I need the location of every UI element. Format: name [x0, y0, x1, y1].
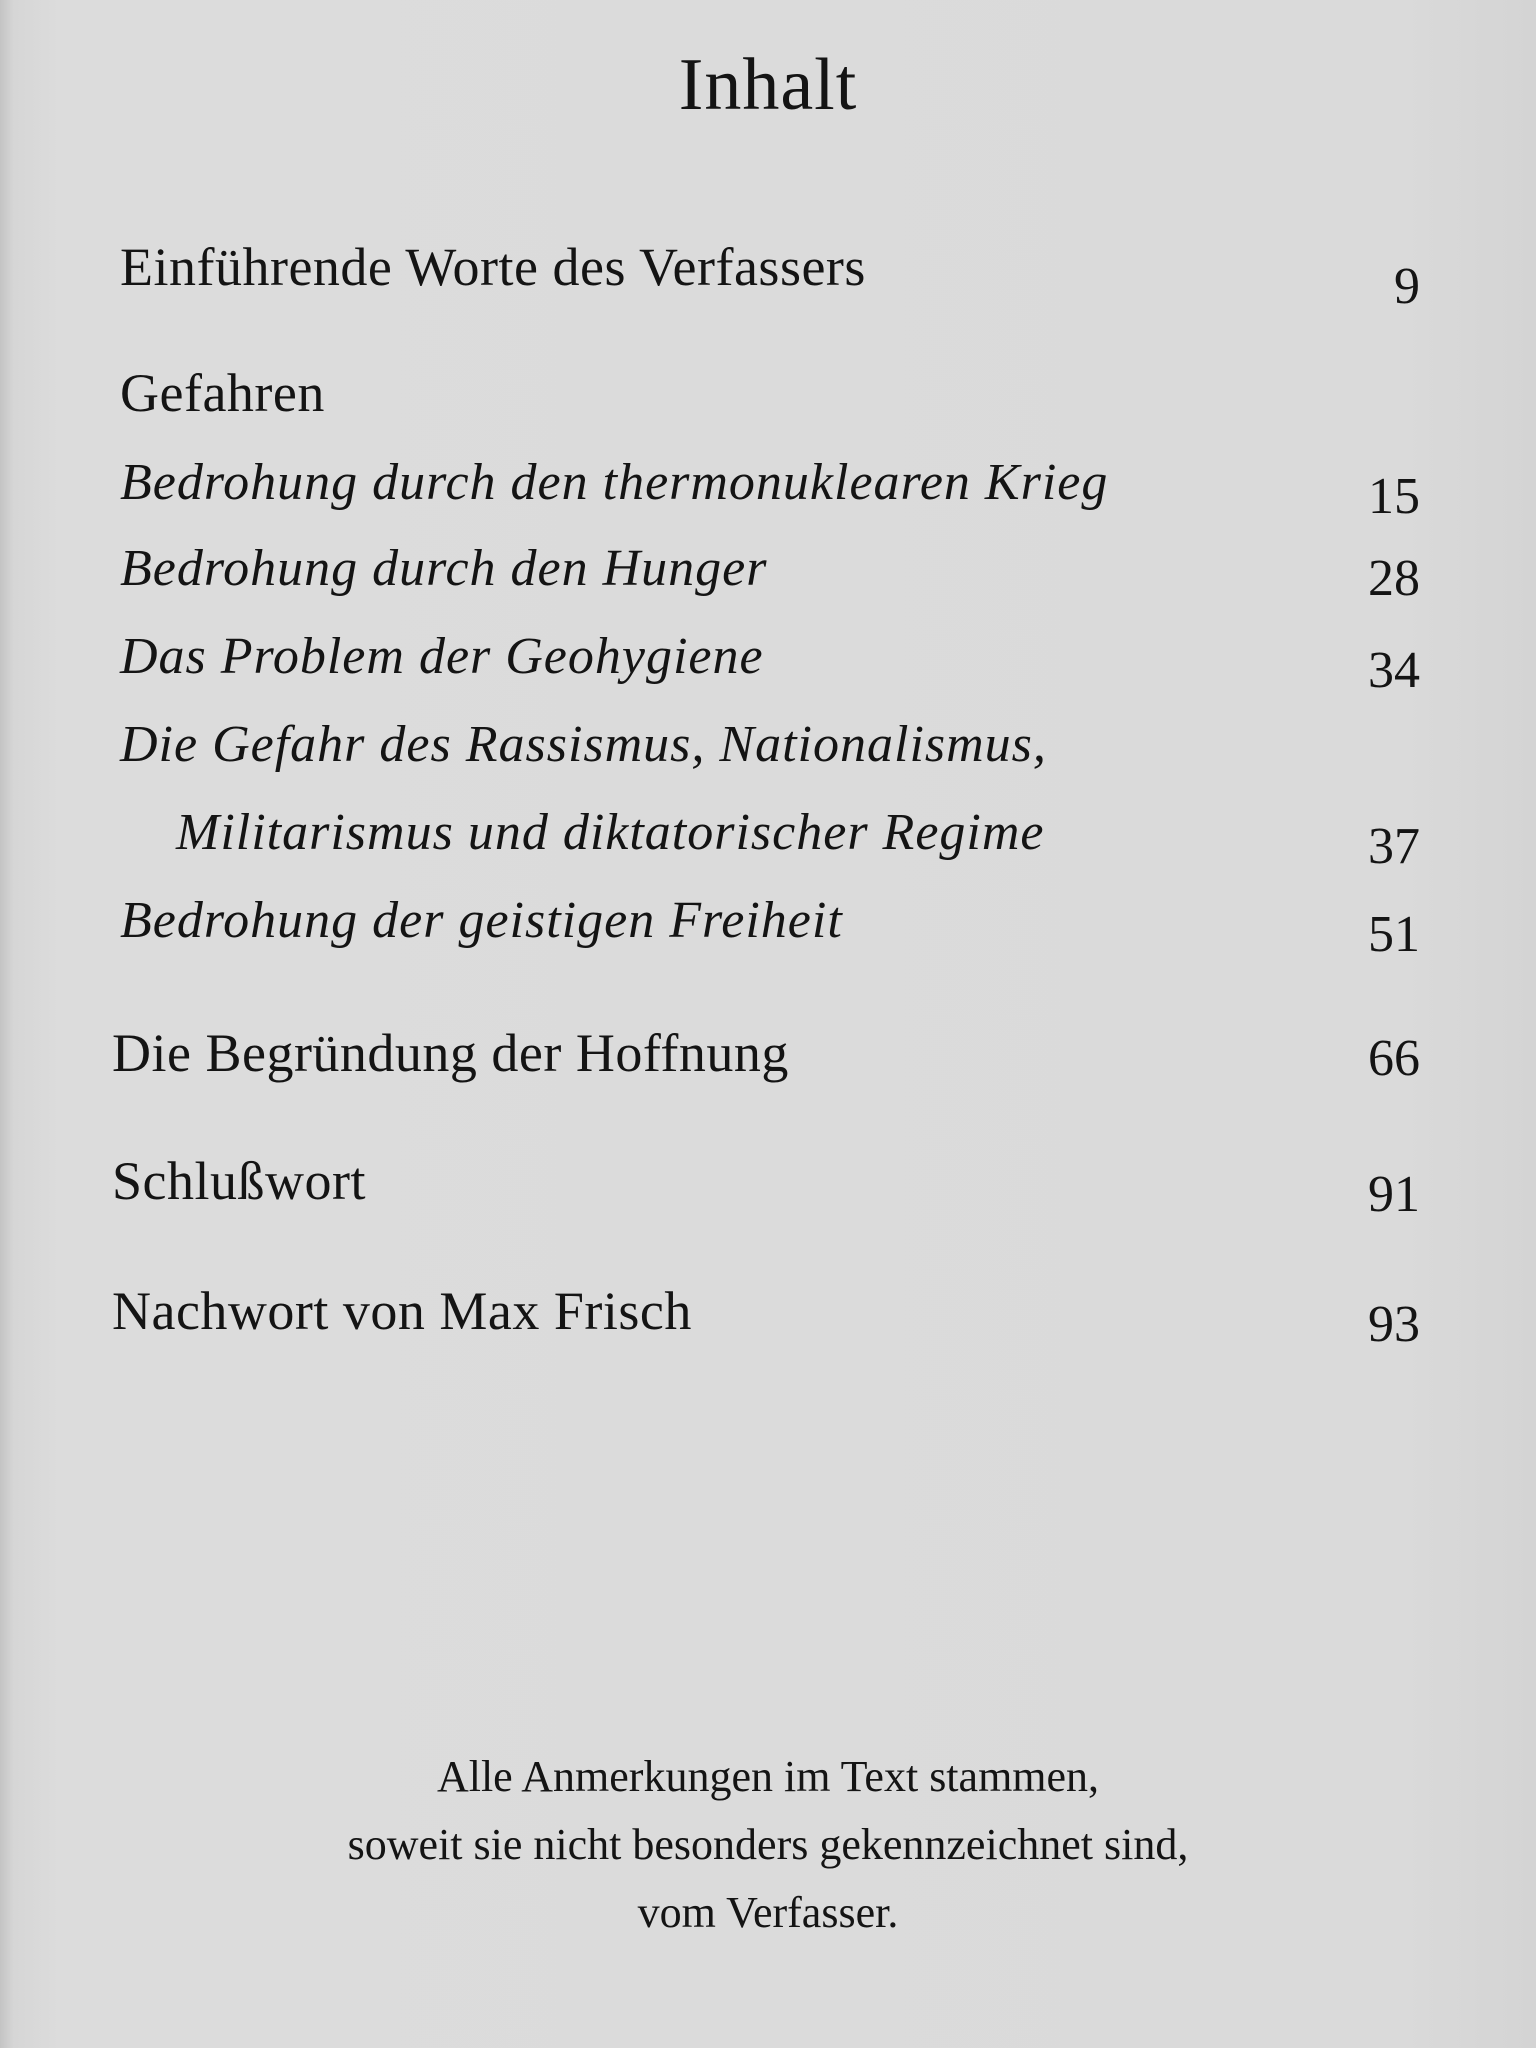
toc-entry-page: 37	[1368, 818, 1420, 875]
toc-entry-title: Militarismus und diktatorischer Regime	[176, 804, 1045, 861]
toc-entry-page: 9	[1394, 258, 1420, 315]
toc-entry-title: Bedrohung der geistigen Freiheit	[120, 892, 843, 949]
toc-entry	[0, 448, 1536, 525]
toc-entry	[0, 534, 1536, 607]
toc-entry	[0, 886, 1536, 963]
toc-entry	[0, 710, 1536, 780]
toc-entry-title: Die Gefahr des Rassismus, Nationalismus,	[120, 716, 1047, 773]
toc-entry-title: Bedrohung durch den Hunger	[120, 540, 768, 597]
toc-entry-page: 66	[1368, 1030, 1420, 1087]
page-title: Inhalt	[678, 44, 858, 126]
toc-entry-page: 28	[1368, 550, 1420, 607]
toc-entry-title: Bedrohung durch den thermonuklearen Krieg	[120, 454, 1109, 511]
toc-entry-title: Nachwort von Max Frisch	[112, 1281, 692, 1341]
footnote-line: Alle Anmerkungen im Text stammen,	[436, 1752, 1100, 1801]
toc-entry-title: Einführende Worte des Verfassers	[120, 237, 866, 297]
toc-entry-title: Die Begründung der Hoffnung	[112, 1023, 789, 1083]
footnote-line: soweit sie nicht besonders gekennzeichnet sind,	[347, 1820, 1189, 1869]
toc-entry-page: 93	[1368, 1296, 1420, 1353]
toc-entry-page: 51	[1368, 906, 1420, 963]
toc-entry	[0, 622, 1536, 699]
toc-section-heading	[0, 358, 1536, 428]
toc-entry-page: 15	[1368, 468, 1420, 525]
toc-entry-title: Gefahren	[120, 363, 325, 423]
toc-entry-title: Das Problem der Geohygiene	[120, 628, 764, 685]
toc-entry	[0, 1018, 1536, 1088]
toc-entry-title: Schlußwort	[112, 1151, 366, 1211]
footnote-line: vom Verfasser.	[637, 1888, 899, 1937]
toc-entry	[0, 232, 1536, 315]
toc-entry-page: 91	[1368, 1166, 1420, 1223]
toc-entry-page: 34	[1368, 642, 1420, 699]
toc-entry	[0, 798, 1536, 875]
toc-entry	[0, 1276, 1536, 1353]
toc-entry	[0, 1146, 1536, 1223]
